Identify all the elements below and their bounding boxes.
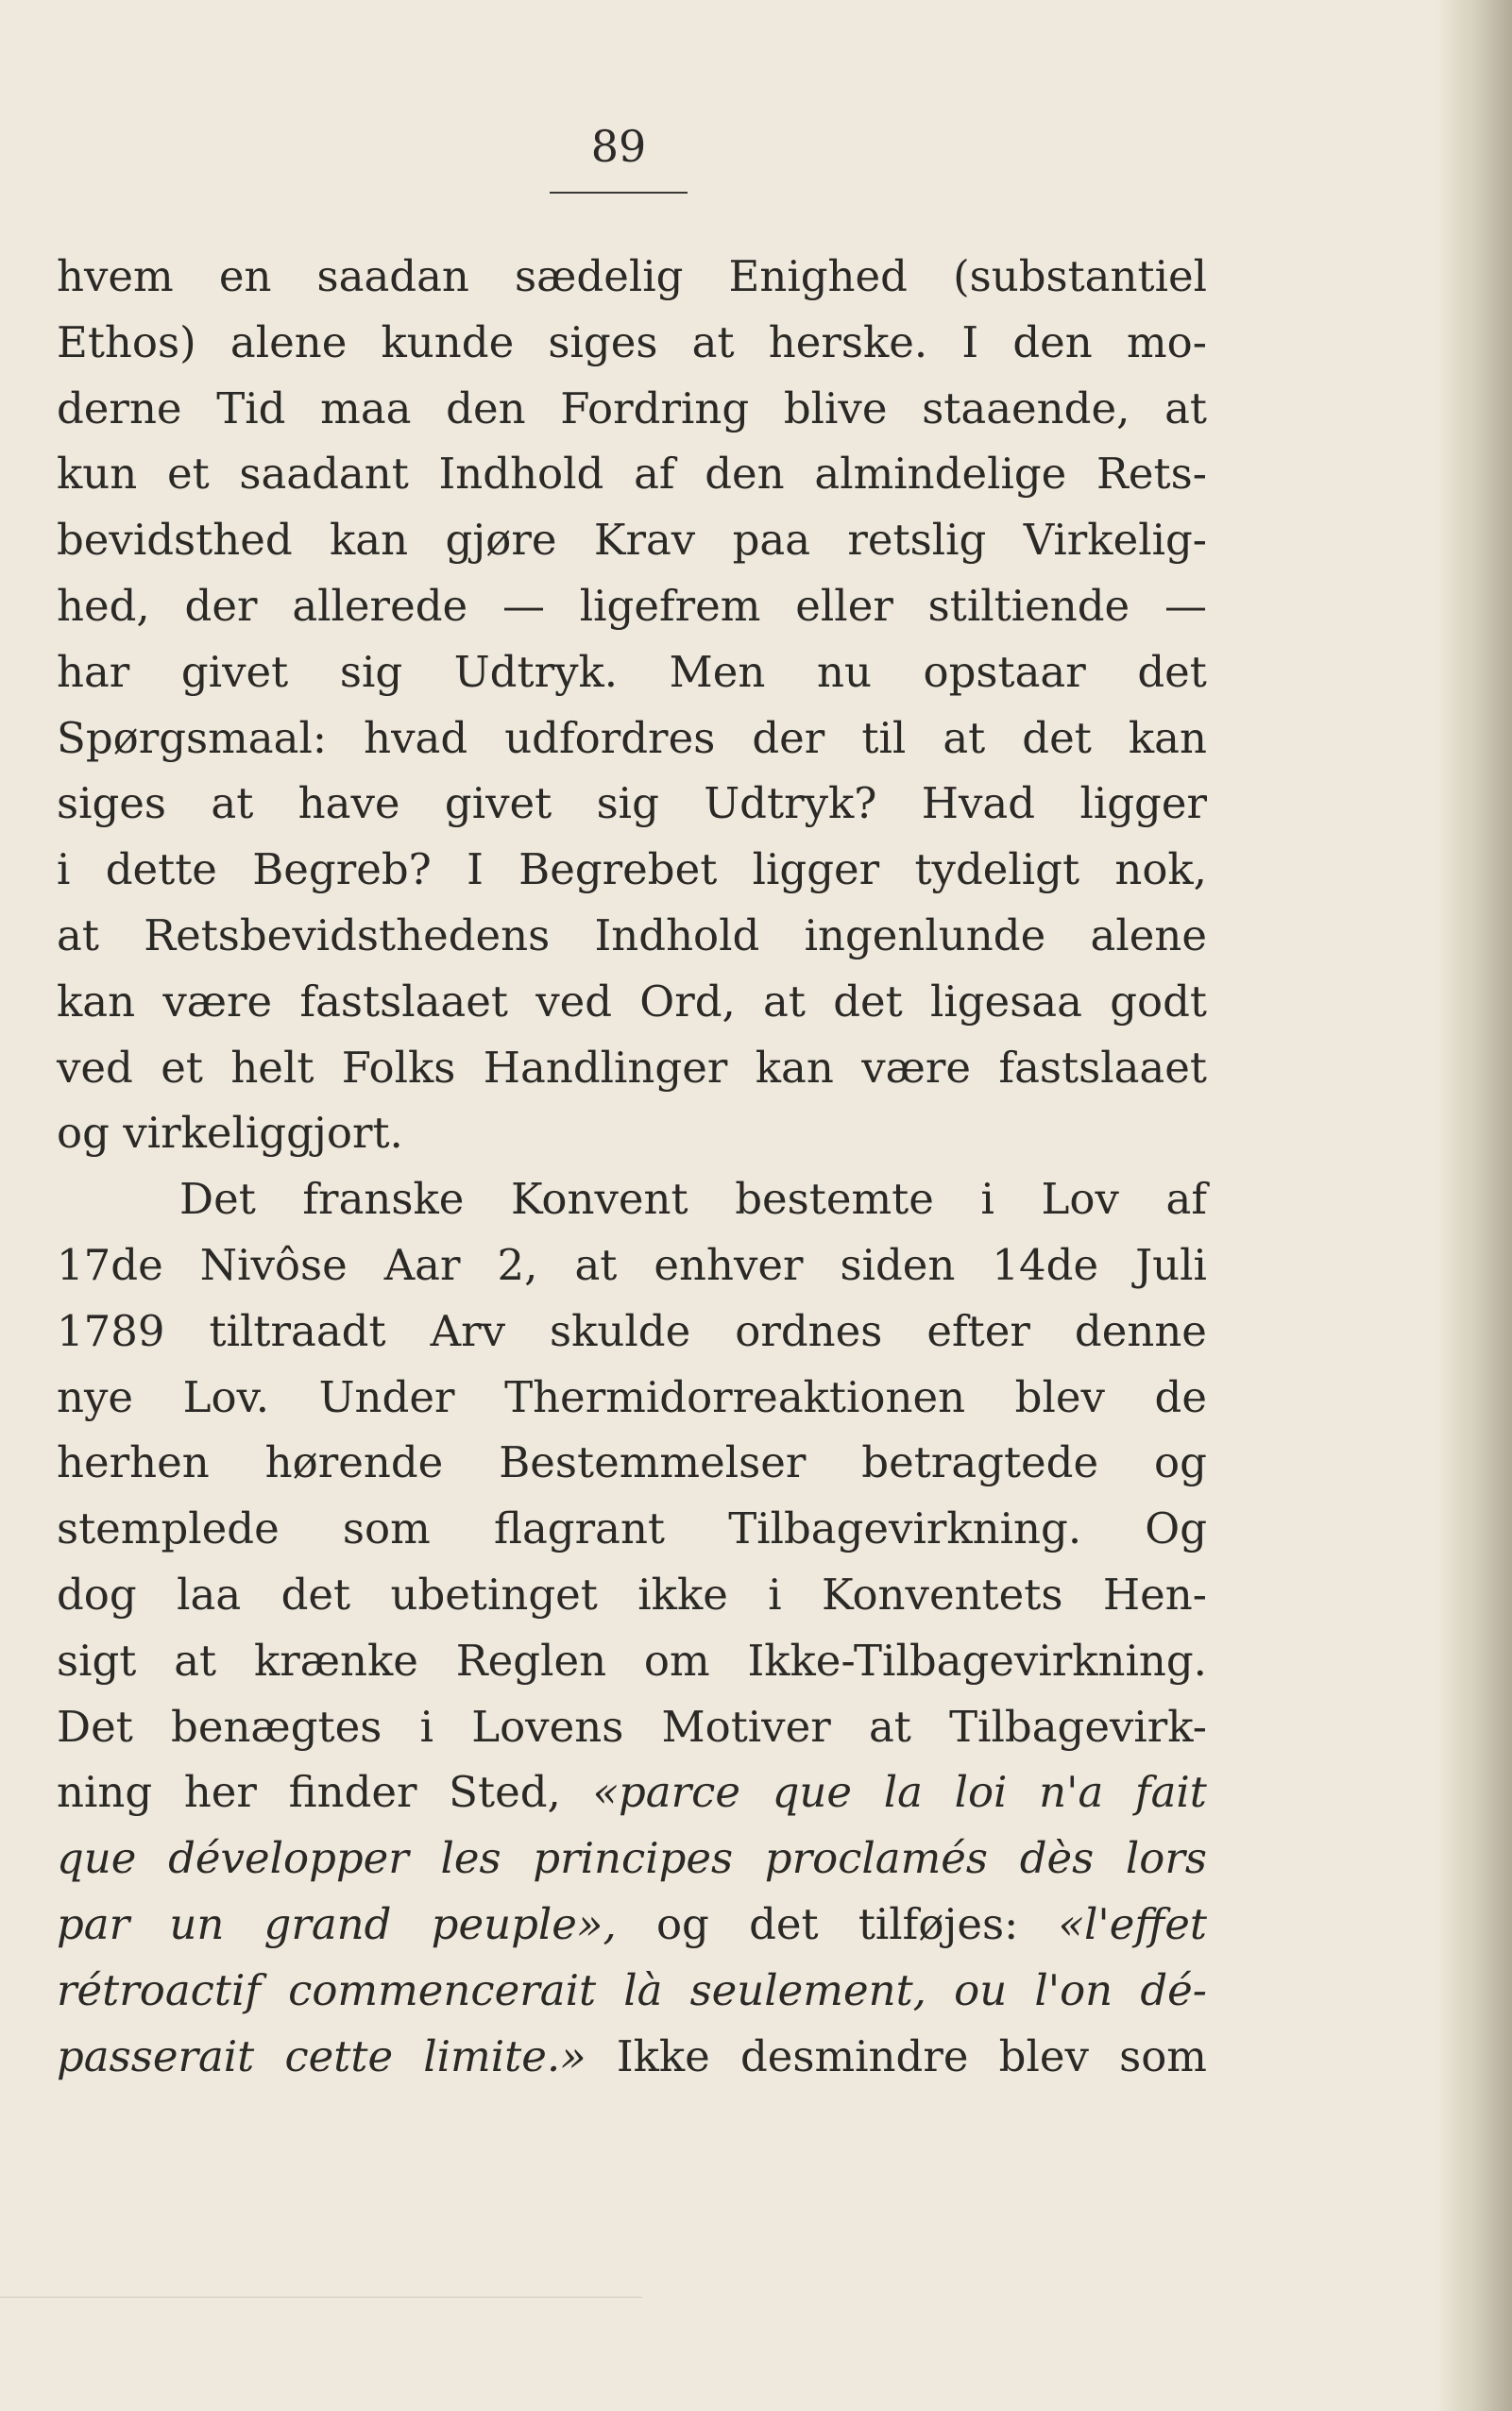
word: Hvad: [921, 778, 1036, 829]
word: Tilbagevirkning.: [728, 1503, 1082, 1554]
word: det: [749, 1898, 819, 1949]
word: l'on: [1034, 1964, 1113, 2015]
word: det: [1022, 712, 1092, 763]
word: gjøre: [445, 515, 557, 566]
word: nok,: [1114, 844, 1207, 895]
word: Tid: [216, 382, 286, 433]
word: Bestemmelser: [499, 1437, 807, 1488]
word: Tilbagevirk-: [949, 1701, 1207, 1752]
word: et: [161, 1042, 203, 1093]
word: fastslaaet: [998, 1042, 1207, 1093]
word: have: [297, 778, 400, 829]
word: 1789: [57, 1305, 165, 1356]
text-line: [57, 1299, 1207, 1365]
page-edge-shadow: [1474, 0, 1512, 2411]
text-line: [57, 310, 1207, 376]
word: kun: [57, 449, 138, 500]
word: I: [467, 844, 484, 895]
word: mo-: [1126, 316, 1207, 367]
word: là: [623, 1964, 663, 2015]
word: Motiver: [661, 1701, 831, 1752]
word: kan: [57, 976, 136, 1027]
word: herske.: [768, 316, 928, 367]
word: siden: [840, 1239, 956, 1290]
body-text: [57, 244, 1207, 2089]
word: kan: [330, 515, 409, 566]
word: loi: [954, 1767, 1008, 1818]
word: développer: [168, 1833, 409, 1884]
word: dog: [57, 1569, 137, 1620]
word: den: [1012, 316, 1093, 367]
word: alene: [1090, 909, 1207, 960]
word: ou: [954, 1964, 1008, 2015]
word: Udtryk?: [704, 778, 877, 829]
word: Lovens: [471, 1701, 624, 1752]
word: ingenlunde: [804, 909, 1046, 960]
word: stiltiende: [927, 580, 1130, 631]
text-line: [57, 1100, 1207, 1166]
word: i: [57, 844, 71, 895]
word: Reglen: [455, 1635, 607, 1686]
text-line: [57, 507, 1207, 573]
word: Krav: [593, 515, 696, 566]
word: givet: [180, 646, 289, 697]
word: sig: [596, 778, 659, 829]
word: passerait: [57, 2030, 255, 2081]
text-line: [57, 705, 1207, 772]
word: kan: [755, 1042, 834, 1093]
word: Udtryk.: [453, 646, 619, 697]
word: betragtede: [861, 1437, 1099, 1488]
word: den: [705, 449, 785, 500]
word: de: [1154, 1371, 1207, 1422]
word: «l'effet: [1058, 1898, 1207, 1949]
word: dès: [1019, 1833, 1095, 1884]
word: que: [772, 1767, 853, 1818]
word: saadan: [316, 251, 469, 301]
word: derne: [57, 382, 182, 433]
word: commencerait: [288, 1964, 597, 2015]
word: saadant: [239, 449, 409, 500]
word: Men: [669, 646, 766, 697]
text-line: [57, 1825, 1207, 1892]
text-line: [57, 1232, 1207, 1299]
word: at: [943, 712, 986, 763]
word: skulde: [550, 1305, 691, 1356]
word: Juli: [1135, 1239, 1207, 1290]
word: tilføjes:: [858, 1898, 1019, 1949]
word: —: [501, 580, 545, 631]
word: almindelige: [814, 449, 1067, 500]
word: Og: [1145, 1503, 1207, 1554]
word: af: [634, 449, 675, 500]
word: om: [643, 1635, 710, 1686]
word: være: [162, 976, 273, 1027]
word: par: [57, 1898, 130, 1949]
word: efter: [926, 1305, 1030, 1356]
text-line: [57, 1035, 1207, 1101]
word: Ikke-Tilbagevirkning.: [747, 1635, 1207, 1686]
word: den: [446, 382, 526, 433]
word: flagrant: [493, 1503, 666, 1554]
word: det: [1137, 646, 1207, 697]
word: finder: [288, 1767, 417, 1818]
word: virkeliggjort.: [123, 1108, 403, 1159]
word: Lov.: [182, 1371, 270, 1422]
word: Sted,: [449, 1767, 561, 1818]
word: 14de: [992, 1239, 1099, 1290]
word: alene: [229, 316, 348, 367]
word: hvem: [57, 251, 174, 301]
word: at: [1164, 382, 1207, 433]
word: Handlinger: [483, 1042, 728, 1093]
word: Nivôse: [199, 1239, 348, 1290]
word: hed,: [57, 580, 150, 631]
text-line: [57, 441, 1207, 507]
word: Virkelig-: [1023, 515, 1207, 566]
text-line: [57, 639, 1207, 705]
text-line: [57, 969, 1207, 1035]
word: at: [763, 976, 806, 1027]
word: Ikke: [616, 2030, 710, 2081]
word: I: [961, 316, 979, 367]
word: Rets-: [1096, 449, 1207, 500]
word: benægtes: [171, 1701, 382, 1752]
word: ligger: [1079, 778, 1207, 829]
word: som: [342, 1503, 431, 1554]
word: her: [183, 1767, 257, 1818]
word: det: [280, 1569, 351, 1620]
word: i: [419, 1701, 433, 1752]
word: ubetinget: [390, 1569, 598, 1620]
word: Ethos): [57, 316, 196, 367]
word: af: [1165, 1174, 1207, 1225]
text-line: [57, 1958, 1207, 2024]
word: at: [574, 1239, 618, 1290]
text-line: [57, 1496, 1207, 1562]
word: ligesaa: [929, 976, 1082, 1027]
word: være: [861, 1042, 972, 1093]
word: desmindre: [739, 2030, 969, 2081]
word: un: [169, 1898, 225, 1949]
word: som: [1119, 2030, 1207, 2081]
word: rétroactif: [57, 1964, 261, 2015]
word: stemplede: [57, 1503, 280, 1554]
word: limite.»: [423, 2030, 586, 2081]
word: tydeligt: [914, 844, 1080, 895]
word: ligger: [752, 844, 880, 895]
word: hvad: [364, 712, 468, 763]
word: Konventets: [822, 1569, 1063, 1620]
word: lors: [1125, 1833, 1207, 1884]
word: que: [57, 1833, 137, 1884]
word: staaende,: [922, 382, 1130, 433]
word: bevidsthed: [57, 515, 293, 566]
word: siges: [548, 316, 658, 367]
word: der: [184, 580, 258, 631]
word: proclamés: [764, 1833, 989, 1884]
text-line: [57, 244, 1207, 310]
text-line: [57, 1430, 1207, 1496]
word: helt: [230, 1042, 314, 1093]
word: laa: [177, 1569, 242, 1620]
word: (substantiel: [953, 251, 1207, 301]
word: udfordres: [504, 712, 716, 763]
word: sigt: [57, 1635, 137, 1686]
word: at: [868, 1701, 911, 1752]
word: i: [980, 1174, 994, 1225]
word: «parce: [592, 1767, 740, 1818]
word: det: [833, 976, 903, 1027]
word: maa: [320, 382, 412, 433]
word: Lov: [1041, 1174, 1119, 1225]
word: Det: [57, 1701, 133, 1752]
word: seulement,: [689, 1964, 926, 2015]
word: og: [1154, 1437, 1207, 1488]
page-number-rule: [550, 192, 688, 194]
word: Ord,: [639, 976, 736, 1027]
word: til: [861, 712, 907, 763]
text-line: [57, 1759, 1207, 1825]
word: at: [691, 316, 735, 367]
word: hørende: [264, 1437, 444, 1488]
word: principes: [533, 1833, 734, 1884]
word: ordnes: [735, 1305, 883, 1356]
text-line: [57, 573, 1207, 639]
word: 17de: [57, 1239, 163, 1290]
text-line: [57, 1892, 1207, 1958]
word: krænke: [253, 1635, 418, 1686]
word: blev: [1014, 1371, 1105, 1422]
word: Thermidorreaktionen: [504, 1371, 966, 1422]
page-number: 89: [590, 121, 647, 172]
word: cette: [284, 2030, 394, 2081]
word: Fordring: [560, 382, 750, 433]
word: ning: [57, 1767, 153, 1818]
word: at: [57, 909, 99, 960]
word: denne: [1074, 1305, 1207, 1356]
text-line: [57, 376, 1207, 442]
word: godt: [1110, 976, 1207, 1027]
word: peuple»,: [431, 1898, 617, 1949]
word: sædelig: [515, 251, 684, 301]
word: har: [57, 646, 130, 697]
word: sig: [339, 646, 403, 697]
word: la: [883, 1767, 923, 1818]
text-line: [57, 1628, 1207, 1694]
text-line: [57, 1562, 1207, 1628]
word: at: [174, 1635, 217, 1686]
word: herhen: [57, 1437, 210, 1488]
word: en: [218, 251, 272, 301]
word: og: [655, 1898, 709, 1949]
word: ikke: [637, 1569, 728, 1620]
word: kunde: [381, 316, 515, 367]
word: at: [211, 778, 254, 829]
word: n'a: [1039, 1767, 1104, 1818]
word: dé-: [1140, 1964, 1207, 2015]
text-line: [57, 771, 1207, 837]
word: fastslaaet: [299, 976, 508, 1027]
text-line: [57, 2024, 1207, 2090]
word: Enighed: [728, 251, 908, 301]
word: eller: [795, 580, 893, 631]
word: enhver: [654, 1239, 804, 1290]
word: —: [1164, 580, 1207, 631]
word: bestemte: [735, 1174, 934, 1225]
word: ved: [57, 1042, 133, 1093]
word: fait: [1134, 1767, 1207, 1818]
page-crease: [0, 2297, 642, 2298]
word: tiltraadt: [209, 1305, 386, 1356]
word: nu: [816, 646, 872, 697]
word: Konvent: [511, 1174, 688, 1225]
word: les: [440, 1833, 501, 1884]
word: Indhold: [438, 449, 604, 500]
word: Begreb?: [252, 844, 432, 895]
word: Folks: [341, 1042, 456, 1093]
word: siges: [57, 778, 167, 829]
word: 2,: [497, 1239, 538, 1290]
word: ved: [535, 976, 613, 1027]
word: grand: [263, 1898, 392, 1949]
word: ligefrem: [579, 580, 761, 631]
word: givet: [444, 778, 552, 829]
word: blev: [998, 2030, 1089, 2081]
word: i: [768, 1569, 782, 1620]
word: dette: [105, 844, 217, 895]
text-line: [57, 837, 1207, 903]
word: paa: [732, 515, 811, 566]
word: franske: [302, 1174, 465, 1225]
word: Arv: [430, 1305, 506, 1356]
word: Aar: [383, 1239, 461, 1290]
word: blive: [783, 382, 888, 433]
word: der: [752, 712, 825, 763]
text-line: [57, 1365, 1207, 1431]
word: Retsbevidsthedens: [144, 909, 551, 960]
word: opstaar: [923, 646, 1086, 697]
text-line: [57, 1694, 1207, 1760]
word: Hen-: [1102, 1569, 1207, 1620]
word: Indhold: [594, 909, 760, 960]
word: kan: [1128, 712, 1207, 763]
word: Det: [179, 1174, 256, 1225]
word: og: [57, 1108, 110, 1159]
word: et: [166, 449, 210, 500]
word: Begrebet: [518, 844, 718, 895]
word: nye: [57, 1371, 134, 1422]
text-line: [57, 1166, 1207, 1232]
word: Under: [318, 1371, 455, 1422]
word: Spørgsmaal:: [57, 712, 328, 763]
text-line: [57, 903, 1207, 969]
word: allerede: [292, 580, 468, 631]
word: retslig: [847, 515, 987, 566]
